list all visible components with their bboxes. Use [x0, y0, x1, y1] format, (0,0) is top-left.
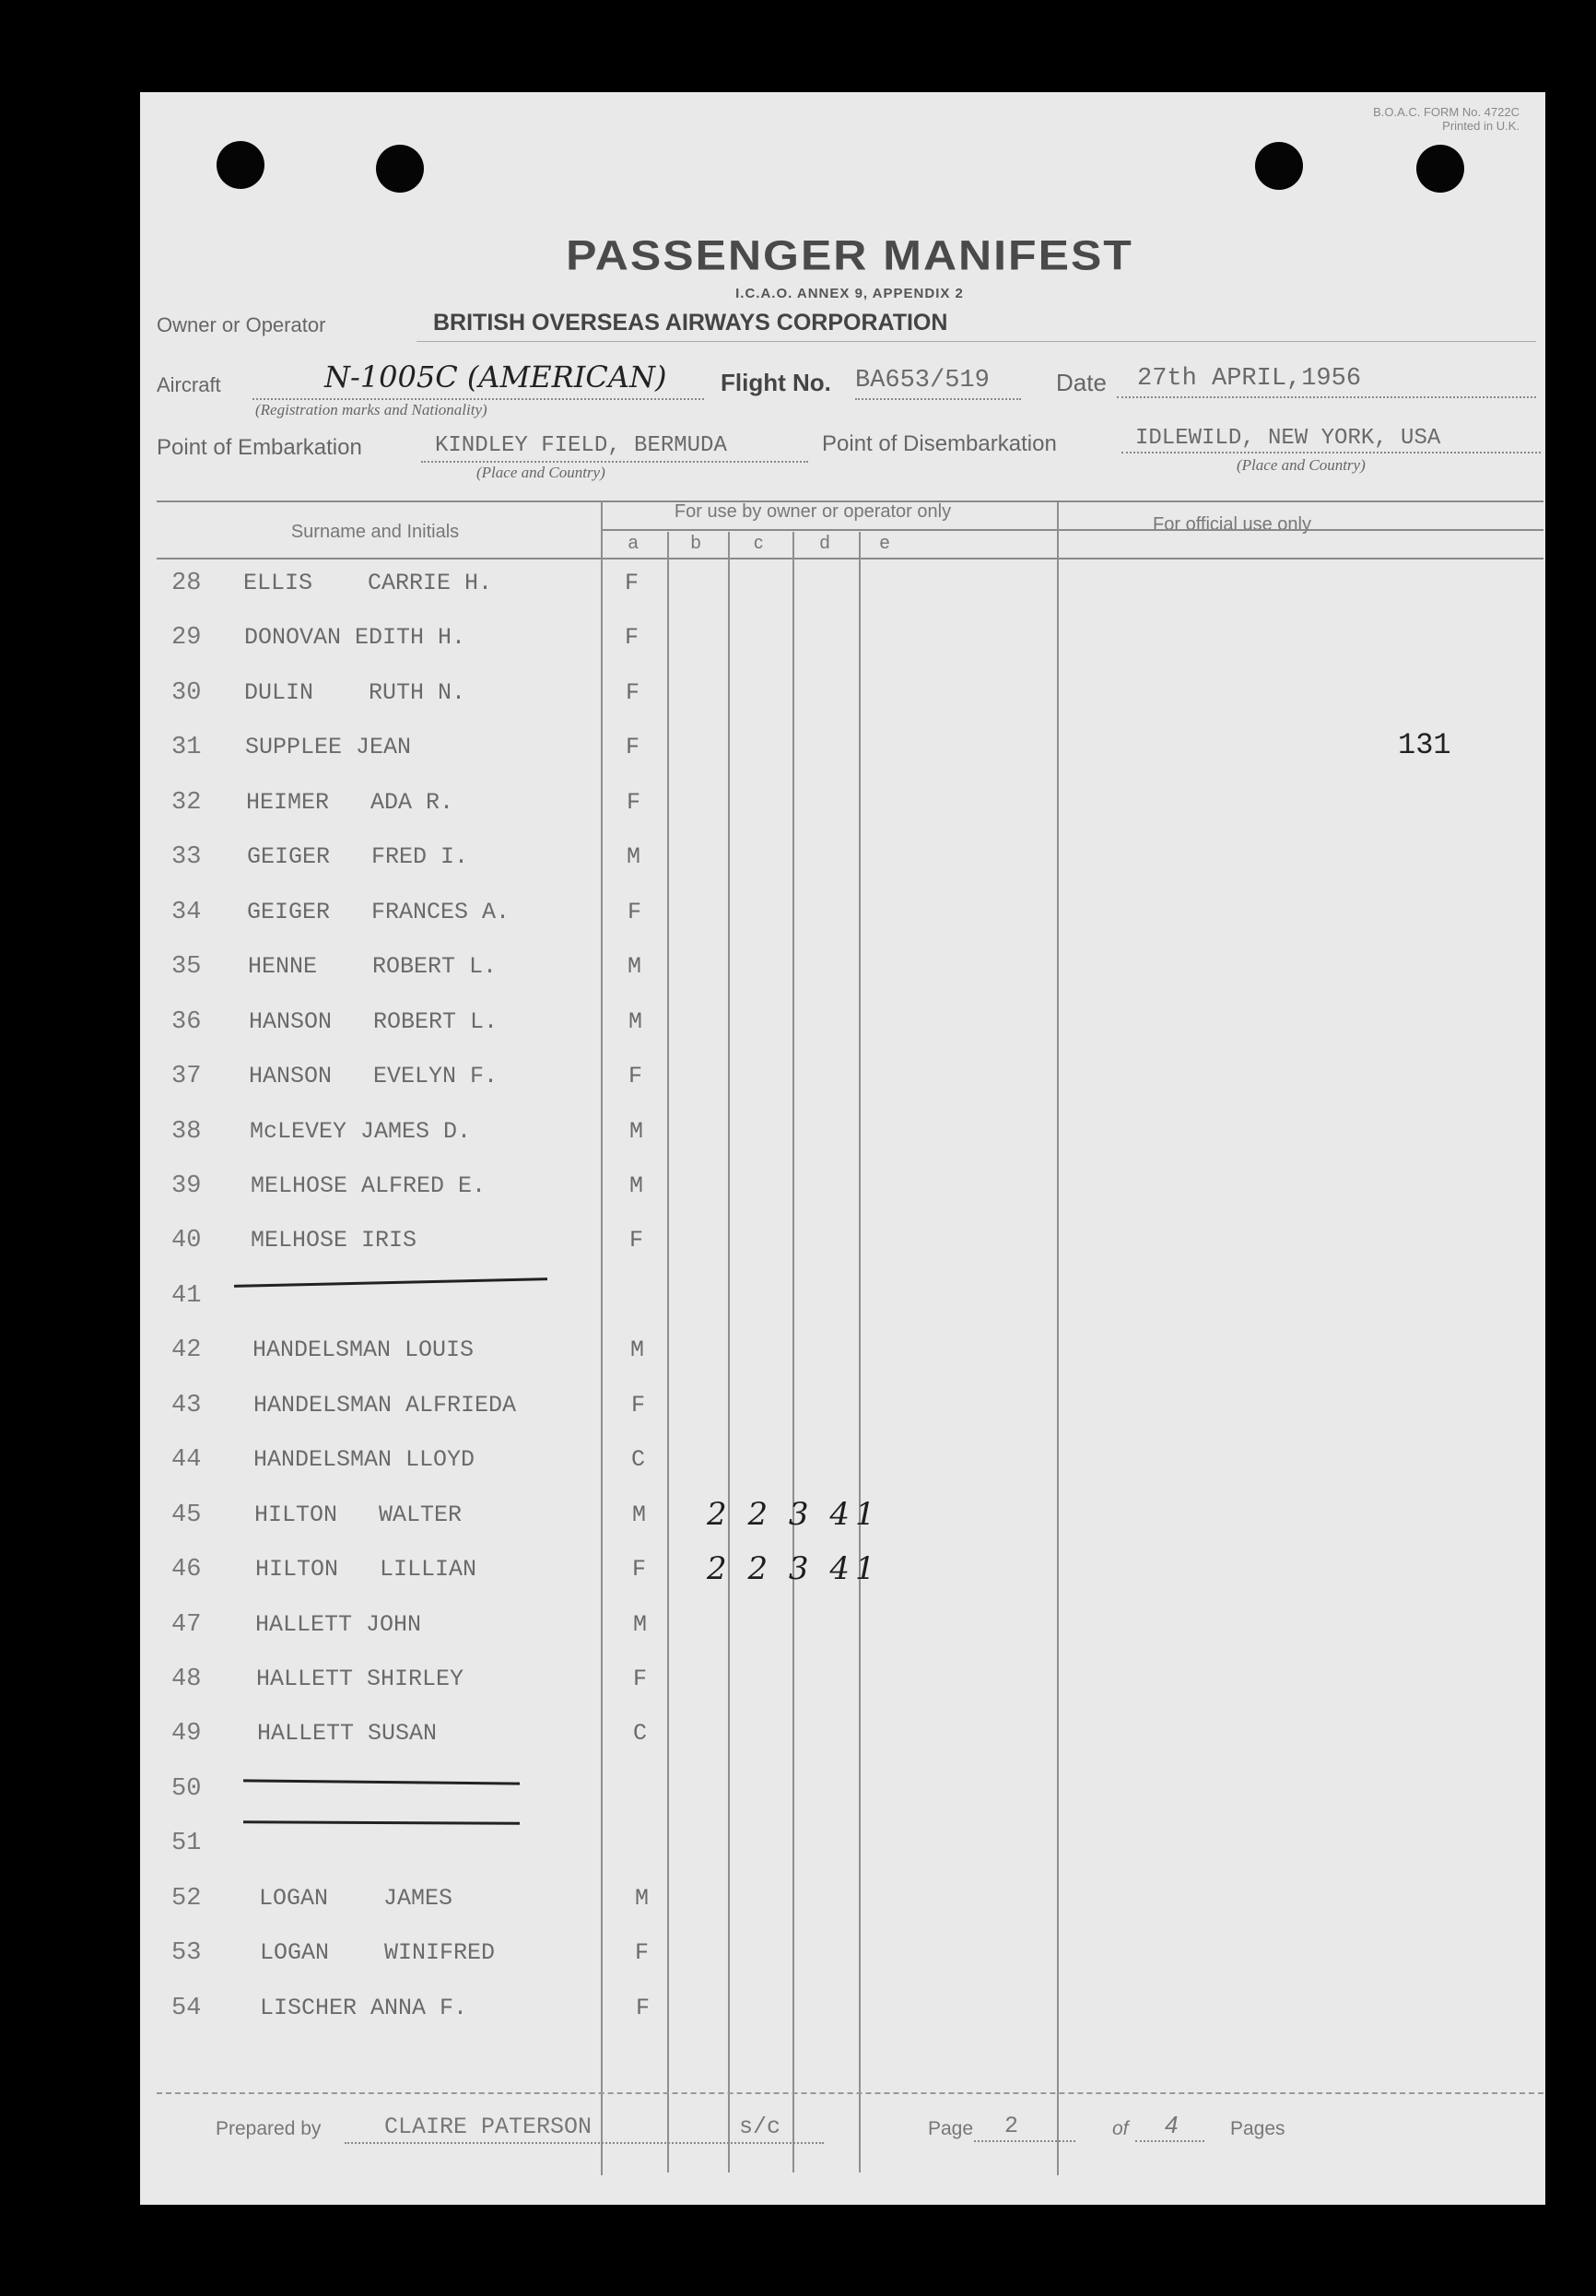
passenger-sex: M — [630, 1336, 645, 1364]
disembark-place-note: (Place and Country) — [1237, 456, 1366, 474]
row-number: 32 — [171, 788, 202, 817]
table-row — [140, 953, 1545, 1007]
table-row — [140, 1392, 1545, 1446]
passenger-sex: M — [627, 843, 641, 871]
date-value: 27th APRIL,1956 — [1137, 365, 1362, 393]
registration-note: (Registration marks and Nationality) — [255, 401, 487, 418]
table-row — [140, 1995, 1545, 2049]
table-row — [140, 1550, 1545, 1610]
table-row — [140, 789, 1545, 843]
punch-hole — [217, 141, 264, 189]
passenger-name: HILTON LILLIAN — [255, 1556, 477, 1584]
disembark-underline — [1121, 452, 1541, 453]
row-number: 39 — [171, 1172, 202, 1200]
passenger-sex: F — [633, 1666, 648, 1692]
passenger-name: HANDELSMAN ALFRIEDA — [253, 1391, 517, 1419]
passenger-sex: M — [628, 1007, 643, 1035]
operator-column-header: For use by owner or operator only — [674, 501, 952, 522]
table-row — [140, 1227, 1545, 1281]
owner-value: BRITISH OVERSEAS AIRWAYS CORPORATION — [433, 310, 948, 336]
passenger-sex: F — [632, 1556, 647, 1584]
passenger-name: DULIN RUTH N. — [244, 678, 466, 706]
table-bottom-rule — [157, 2092, 1543, 2094]
row-number: 46 — [171, 1556, 202, 1584]
subcol-b: b — [690, 533, 701, 553]
subcol-a: a — [628, 533, 639, 553]
passenger-name: HANSON EVELYN F. — [249, 1063, 499, 1090]
row-number: 38 — [171, 1117, 202, 1146]
row-number: 47 — [171, 1610, 202, 1639]
passenger-sex: F — [627, 788, 641, 816]
row-number: 35 — [171, 953, 202, 982]
manifest-sheet — [140, 92, 1545, 2205]
of-underline — [1135, 2140, 1204, 2142]
passenger-name: LOGAN WINIFRED — [260, 1939, 496, 1967]
passenger-sex: M — [629, 1172, 644, 1199]
embark-underline — [421, 461, 808, 463]
document-title: PASSENGER MANIFEST — [566, 231, 1133, 279]
annex-reference: I.C.A.O. ANNEX 9, APPENDIX 2 — [735, 286, 964, 301]
date-underline — [1117, 396, 1536, 398]
passenger-sex: F — [629, 1227, 644, 1254]
official-column-header: For official use only — [1153, 514, 1311, 535]
punch-hole — [376, 145, 424, 193]
passenger-name: LISCHER ANNA F. — [260, 1994, 468, 2021]
passenger-name: ELLIS CARRIE H. — [243, 570, 493, 596]
passenger-name: HALLETT SHIRLEY — [256, 1666, 464, 1692]
aircraft-value: N-1005C (AMERICAN) — [324, 359, 667, 394]
row-number: 33 — [171, 843, 202, 872]
table-row — [140, 1336, 1545, 1391]
passenger-name: HANDELSMAN LLOYD — [253, 1446, 475, 1474]
subcol-d: d — [819, 533, 830, 553]
row-number: 45 — [171, 1501, 202, 1529]
handwritten-note: 2 2 3 41 — [707, 1495, 881, 1533]
row-number: 49 — [171, 1720, 202, 1748]
table-row — [140, 1666, 1545, 1720]
embark-label: Point of Embarkation — [157, 435, 362, 460]
of-label: of — [1112, 2118, 1129, 2139]
subcol-e: e — [879, 533, 890, 553]
row-number: 34 — [171, 898, 202, 926]
table-header-rule — [157, 558, 1543, 559]
passenger-sex: F — [631, 1391, 646, 1419]
passenger-sex: C — [633, 1720, 648, 1748]
table-row — [140, 734, 1545, 788]
row-number: 37 — [171, 1063, 202, 1091]
row-number: 36 — [171, 1007, 202, 1036]
passenger-sex: M — [632, 1501, 647, 1528]
owner-underline — [417, 341, 1536, 342]
table-row — [140, 679, 1545, 734]
punch-hole — [1416, 145, 1464, 193]
prepared-by-suffix: s/c — [739, 2113, 781, 2140]
passenger-name: SUPPLEE JEAN — [245, 734, 412, 761]
passenger-sex: F — [626, 734, 640, 761]
row-number: 50 — [171, 1774, 202, 1803]
disembark-value: IDLEWILD, NEW YORK, USA — [1135, 426, 1441, 451]
passenger-name: HANSON ROBERT L. — [249, 1007, 499, 1035]
official-page-number: 131 — [1398, 728, 1451, 762]
page-value: 2 — [1004, 2113, 1019, 2139]
punch-hole — [1255, 142, 1303, 190]
table-row — [140, 899, 1545, 953]
table-row — [140, 1172, 1545, 1227]
row-number: 53 — [171, 1939, 202, 1968]
passenger-name: MELHOSE ALFRED E. — [251, 1172, 487, 1199]
pages-label: Pages — [1230, 2118, 1285, 2139]
table-row — [140, 1830, 1545, 1884]
passenger-name: GEIGER FRED I. — [247, 843, 469, 871]
disembark-label: Point of Disembarkation — [822, 431, 1057, 456]
embark-value: KINDLEY FIELD, BERMUDA — [435, 433, 727, 458]
passenger-sex: F — [626, 678, 640, 706]
row-number: 28 — [171, 570, 202, 597]
passenger-name: HALLETT JOHN — [255, 1610, 422, 1638]
passenger-name: MELHOSE IRIS — [251, 1227, 417, 1254]
row-number: 52 — [171, 1884, 202, 1913]
operator-header-rule — [601, 529, 1543, 531]
table-row — [140, 1282, 1545, 1336]
table-row — [140, 843, 1545, 898]
passenger-sex: F — [628, 1063, 643, 1090]
table-row — [140, 1008, 1545, 1063]
passenger-sex: C — [631, 1446, 646, 1474]
passenger-sex: M — [633, 1610, 648, 1638]
row-number: 54 — [171, 1994, 202, 2022]
row-number: 43 — [171, 1391, 202, 1419]
passenger-name: HEIMER ADA R. — [246, 788, 454, 816]
prepared-by-label: Prepared by — [216, 2118, 322, 2139]
passenger-name: GEIGER FRANCES A. — [247, 898, 510, 925]
aircraft-underline — [252, 398, 704, 400]
table-row — [140, 1495, 1545, 1556]
row-number: 51 — [171, 1830, 202, 1858]
page-underline — [974, 2140, 1075, 2142]
of-value: 4 — [1165, 2111, 1179, 2138]
passenger-sex: M — [629, 1117, 644, 1145]
table-row — [140, 1939, 1545, 1994]
handwritten-note: 2 2 3 41 — [707, 1550, 881, 1588]
form-number: B.O.A.C. FORM No. 4722C Printed in U.K. — [1373, 105, 1520, 133]
table-row — [140, 1446, 1545, 1501]
passenger-sex: F — [635, 1939, 650, 1967]
passenger-sex: F — [625, 570, 640, 596]
table-row — [140, 1611, 1545, 1666]
passenger-name: McLEVEY JAMES D. — [250, 1117, 472, 1145]
passenger-name: HENNE ROBERT L. — [248, 953, 498, 981]
table-row — [140, 1118, 1545, 1172]
table-row — [140, 1720, 1545, 1774]
table-row — [140, 624, 1545, 678]
embark-place-note: (Place and Country) — [476, 464, 605, 481]
prepared-by-underline — [345, 2142, 824, 2144]
name-column-header: Surname and Initials — [290, 522, 460, 542]
passenger-sex: M — [635, 1884, 650, 1912]
passenger-sex: M — [628, 953, 642, 981]
owner-label: Owner or Operator — [157, 313, 326, 336]
row-number: 41 — [171, 1281, 202, 1310]
row-number: 31 — [171, 734, 202, 762]
flight-label: Flight No. — [721, 369, 831, 396]
row-number: 42 — [171, 1336, 202, 1365]
flight-underline — [855, 398, 1021, 400]
row-number: 29 — [171, 624, 202, 653]
row-number: 48 — [171, 1666, 202, 1693]
passenger-sex: F — [628, 898, 642, 925]
row-number: 44 — [171, 1446, 202, 1475]
row-number: 40 — [171, 1227, 202, 1255]
passenger-name: LOGAN JAMES — [259, 1884, 453, 1912]
prepared-by-value: CLAIRE PATERSON — [384, 2113, 593, 2140]
flight-value: BA653/519 — [855, 367, 990, 394]
row-number: 30 — [171, 678, 202, 707]
date-label: Date — [1056, 369, 1107, 396]
passenger-name: HANDELSMAN LOUIS — [252, 1336, 475, 1364]
passenger-sex: F — [636, 1994, 651, 2021]
passenger-sex: F — [625, 624, 640, 652]
table-row — [140, 1885, 1545, 1939]
table-row — [140, 570, 1545, 624]
subcol-c: c — [754, 533, 763, 553]
page-label: Page — [928, 2118, 974, 2139]
aircraft-label: Aircraft — [157, 373, 221, 396]
passenger-name: DONOVAN EDITH H. — [244, 624, 466, 652]
passenger-name: HILTON WALTER — [254, 1501, 463, 1528]
table-row — [140, 1063, 1545, 1117]
passenger-name: HALLETT SUSAN — [257, 1720, 438, 1748]
